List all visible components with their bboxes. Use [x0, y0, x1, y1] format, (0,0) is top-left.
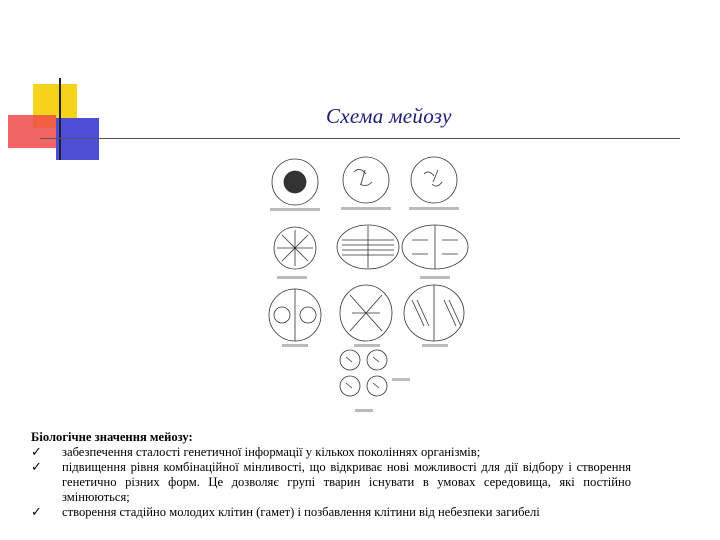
meiosis-scheme-diagram	[262, 150, 472, 418]
significance-heading: Біологічне значення мейозу:	[31, 430, 193, 444]
stage-caption-3	[409, 207, 459, 210]
meiosis-significance	[31, 430, 631, 520]
list-item-text: підвищення рівня комбінаційної мінливості, що відкриває нові можливості для дії відбору і створення генетично різних форм. Це дозволяє групі тварин існувати в умовах середовища, які постійно змінюються;	[62, 460, 631, 504]
stage-caption-5	[420, 276, 450, 279]
stage-caption-10	[355, 409, 373, 412]
significance-list	[31, 445, 631, 520]
list-item	[31, 445, 631, 460]
check-icon: ✓	[31, 460, 42, 475]
decor-red-rectangle	[8, 115, 56, 148]
title-underline	[40, 138, 680, 139]
list-item	[31, 460, 631, 505]
stage-caption-9	[392, 378, 410, 381]
stage-caption-2	[341, 207, 391, 210]
slide-title: Схема мейозу	[326, 104, 452, 128]
check-icon: ✓	[31, 505, 42, 520]
decor-vertical-line	[59, 78, 61, 160]
check-icon: ✓	[31, 445, 42, 460]
stage-caption-7	[354, 344, 380, 347]
stage-caption-1	[270, 208, 320, 211]
list-item	[31, 505, 631, 520]
stage-caption-8	[422, 344, 448, 347]
list-item-text: забезпечення сталості генетичної інформації у кількох поколіннях організмів;	[62, 445, 481, 459]
stage-caption-4	[277, 276, 307, 279]
stage-caption-6	[282, 344, 308, 347]
decor-blue-square	[56, 118, 99, 160]
list-item-text: створення стадійно молодих клітин (гамет) і позбавлення клітини від небезпеки загибелі	[62, 505, 540, 519]
